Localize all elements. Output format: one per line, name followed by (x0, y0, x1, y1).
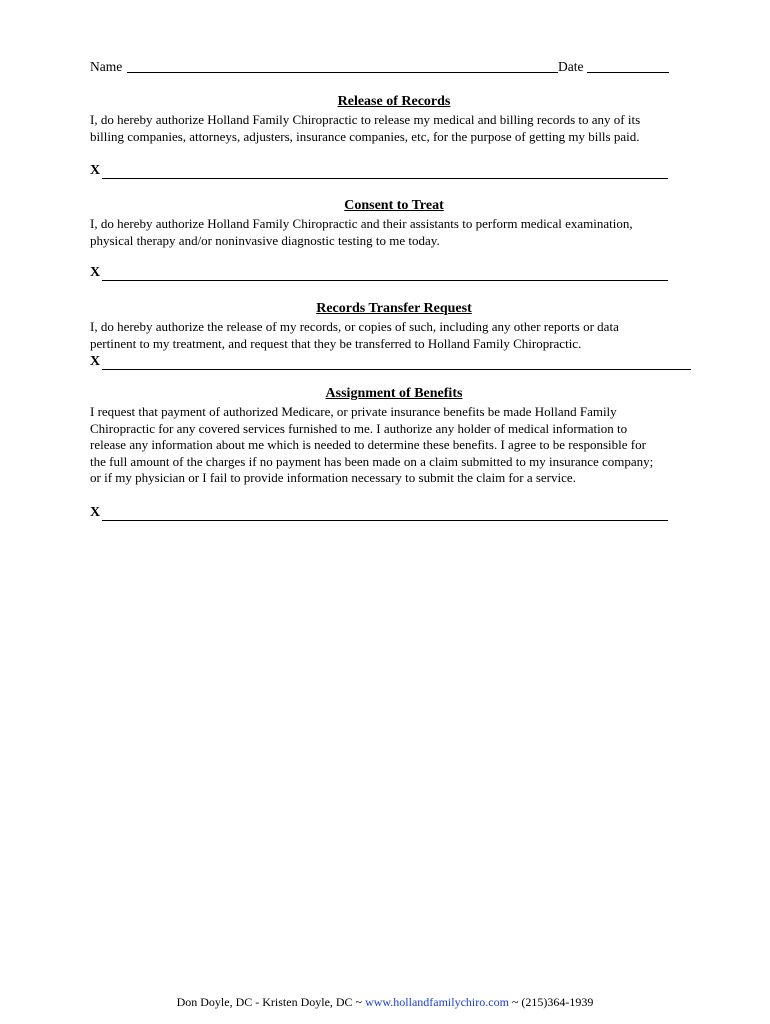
assignment-of-benefits-heading: Assignment of Benefits (325, 386, 463, 401)
footer-phone: (215)364-1939 (521, 995, 594, 1009)
paragraph-line: pertinent to my treatment, and request that they be transferred to Holland Family Chiropractic. (90, 335, 582, 351)
signature-rule (102, 369, 691, 370)
transfer-signature-line[interactable] (90, 354, 692, 372)
signature-rule (102, 178, 668, 179)
date-field[interactable] (587, 72, 669, 73)
paragraph-line: physical therapy and/or noninvasive diagnostic testing to me today. (90, 232, 440, 248)
release-of-records-heading: Release of Records (337, 94, 451, 109)
paragraph-line: I request that payment of authorized Medicare, or private insurance benefits be made Holland Family (90, 404, 617, 419)
benefits-signature-line[interactable] (90, 505, 670, 523)
release-of-records-text (90, 112, 700, 145)
date-label: Date (558, 59, 584, 74)
signature-mark: X (90, 163, 101, 178)
consent-to-treat-heading: Consent to Treat (344, 198, 444, 213)
signature-rule (102, 280, 668, 281)
paragraph-line: I, do hereby authorize Holland Family Chiropractic and their assistants to perform medical examination, (90, 216, 633, 231)
signature-mark: X (90, 265, 101, 280)
consent-to-treat-text (90, 216, 700, 249)
signature-mark: X (90, 505, 101, 520)
records-transfer-text (90, 319, 700, 352)
records-transfer-heading: Records Transfer Request (316, 301, 472, 316)
website-link[interactable]: www.hollandfamilychiro.com (365, 995, 509, 1009)
paragraph-line: billing companies, attorneys, adjusters, insurance companies, etc, for the purpose of getting my bills paid. (90, 128, 640, 144)
name-field[interactable] (127, 72, 558, 73)
consent-signature-line[interactable] (90, 265, 670, 283)
paragraph-line: or if my physician or I fail to provide information necessary to submit the claim for a service. (90, 470, 576, 485)
name-label: Name (90, 59, 123, 74)
signature-mark: X (90, 354, 101, 369)
footer (0, 995, 770, 1010)
paragraph-line: Chiropractic for any covered services furnished to me. I authorize any holder of medical information to (90, 420, 628, 436)
signature-rule (102, 520, 668, 521)
paragraph-line: I, do hereby authorize the release of my records, or copies of such, including any other reports or data (90, 319, 619, 334)
footer-doctors: Don Doyle, DC - Kristen Doyle, DC ~ (176, 995, 366, 1009)
release-signature-line[interactable] (90, 163, 670, 181)
assignment-of-benefits-text (90, 404, 700, 487)
footer-separator: ~ (508, 995, 522, 1009)
paragraph-line: I, do hereby authorize Holland Family Chiropractic to release my medical and billing records to any of its (90, 112, 641, 127)
name-date-row (90, 59, 670, 77)
paragraph-line: the full amount of the charges if no payment has been made on a claim submitted to my insurance company; (90, 453, 654, 469)
paragraph-line: release any information about me which is needed to determine these benefits. I agree to be responsible for (90, 437, 646, 452)
